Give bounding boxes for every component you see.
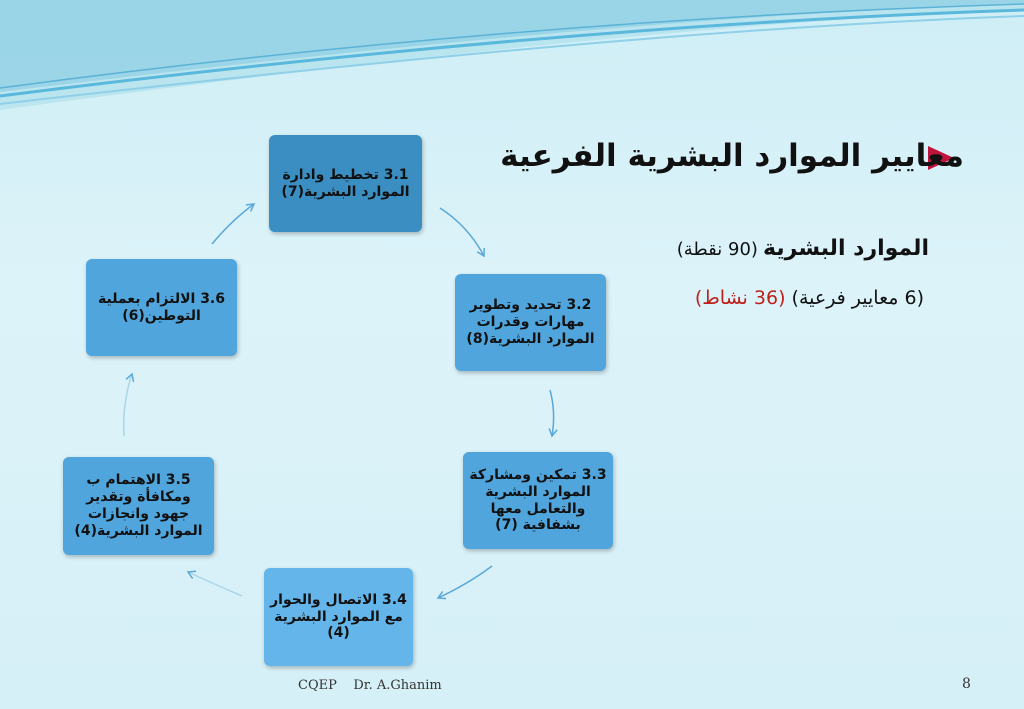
footer-org: CQEP [298,678,337,693]
cycle-box-3-1 [269,135,422,232]
cycle-box-3-3 [463,452,613,549]
connector-5-6 [124,374,132,436]
connector-3-4 [438,566,492,598]
cycle-box-3-6 [86,259,237,356]
footer [298,678,442,693]
activities-count: (36 نشاط) [694,287,786,309]
cycle-box-3-4 [264,568,413,666]
cycle-box-3-5 [63,457,214,555]
footer-author: Dr. A.Ghanim [353,678,442,693]
connector-4-5 [188,572,242,596]
cycle-box-3-2-text: 3.2 تحديد وتطوير مهارات وقدرات الموارد البشرية(8) [466,297,595,347]
hr-points: (90 نقطة) [676,239,758,260]
connector-6-1 [212,204,254,244]
cycle-box-3-6-text: 3.6 الالتزام بعملية التوطين(6) [98,290,225,324]
connector-1-2 [440,208,484,256]
cycle-box-3-1-text: 3.1 تخطيط وادارة الموارد البشرية(7) [281,166,410,200]
cycle-box-3-3-text: 3.3 تمكين ومشاركة الموارد البشرية والتعامل معها بشفافية (7) [469,466,607,534]
cycle-box-3-5-text: 3.5 الاهتمام ب ومكافأة وتقدير جهود وانجازات الموارد البشرية(4) [74,472,203,539]
criteria-count: (6 معايير فرعية) [791,287,924,309]
hr-label: الموارد البشرية [763,236,929,261]
cycle-box-3-4-text: 3.4 الاتصال والحوار مع الموارد البشرية (4) [270,591,407,642]
cycle-box-3-2 [455,274,606,371]
connector-2-3 [550,390,554,436]
slide-title: معايير الموارد البشرية الفرعية [500,138,964,174]
page-number: 8 [962,676,971,692]
